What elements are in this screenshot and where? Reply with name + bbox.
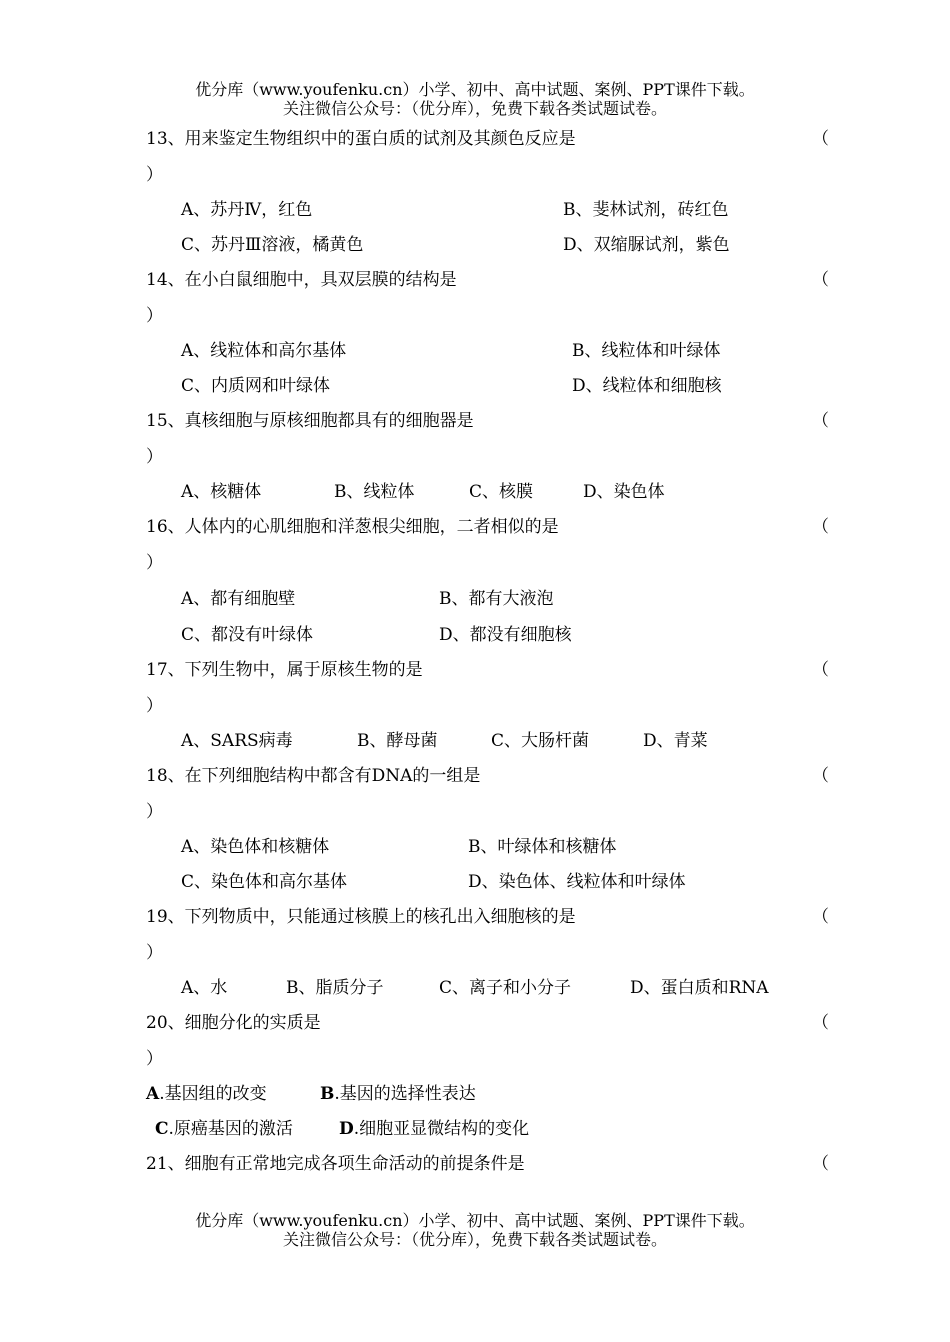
footer-line-1: 优分库（www.youfenku.cn）小学、初中、高中试题、案例、PPT课件下载。: [195, 1211, 755, 1230]
question-15-paren-close: ）: [146, 447, 163, 467]
question-16-option-a: A、都有细胞壁: [181, 589, 296, 609]
question-20-paren-open: （: [812, 1013, 829, 1033]
question-18-option-c: C、染色体和高尔基体: [181, 872, 348, 892]
header-line-2: 关注微信公众号：（优分库），免费下载各类试题试卷。: [282, 99, 667, 118]
question-20-option-a: [146, 1083, 267, 1105]
option-text: .细胞亚显微结构的变化: [353, 1119, 530, 1139]
question-16-option-d: D、都没有细胞核: [439, 625, 572, 645]
option-letter: A: [146, 1084, 160, 1104]
page-header: [0, 80, 950, 118]
question-16-paren-close: ）: [146, 553, 163, 573]
question-18-option-b: B、叶绿体和核糖体: [468, 837, 617, 857]
question-21-stem: 21、细胞有正常地完成各项生命活动的前提条件是: [146, 1154, 525, 1174]
question-14-paren-close: ）: [146, 306, 163, 326]
question-17-option-c: C、大肠杆菌: [491, 731, 590, 751]
question-15-stem: 15、真核细胞与原核细胞都具有的细胞器是: [146, 411, 474, 431]
question-13-option-c: C、苏丹Ⅲ溶液，橘黄色: [181, 235, 364, 255]
option-text: .基因组的改变: [159, 1084, 267, 1104]
question-16-option-b: B、都有大液泡: [439, 589, 554, 609]
option-letter: C: [155, 1119, 169, 1139]
question-17-option-b: B、酵母菌: [357, 731, 438, 751]
question-17-paren-open: （: [812, 660, 829, 680]
question-20-paren-close: ）: [146, 1049, 163, 1069]
question-20-option-d: [339, 1118, 529, 1140]
question-17-paren-close: ）: [146, 696, 163, 716]
footer-line-2: 关注微信公众号：（优分库），免费下载各类试题试卷。: [282, 1230, 667, 1249]
question-14-option-d: D、线粒体和细胞核: [572, 376, 722, 396]
question-18-paren-open: （: [812, 766, 829, 786]
question-13-option-b: B、斐林试剂，砖红色: [563, 200, 729, 220]
option-letter: B: [320, 1084, 335, 1104]
question-17-option-d: D、青菜: [643, 731, 708, 751]
question-14-option-b: B、线粒体和叶绿体: [572, 341, 721, 361]
question-15-option-d: D、染色体: [583, 482, 665, 502]
option-text: .原癌基因的激活: [168, 1119, 293, 1139]
question-13-option-a: A、苏丹Ⅳ，红色: [181, 200, 313, 220]
question-19-option-b: B、脂质分子: [286, 978, 384, 998]
question-17-option-a: A、SARS病毒: [181, 731, 293, 751]
question-20-option-b: [320, 1083, 476, 1105]
question-16-option-c: C、都没有叶绿体: [181, 625, 314, 645]
question-20-option-c: [155, 1118, 293, 1140]
question-17-stem: 17、下列生物中，属于原核生物的是: [146, 660, 423, 680]
question-15-option-c: C、核膜: [469, 482, 534, 502]
question-13-option-d: D、双缩脲试剂，紫色: [563, 235, 730, 255]
question-21-paren-open: （: [812, 1154, 829, 1174]
page-footer: [0, 1211, 950, 1249]
question-14-option-c: C、内质网和叶绿体: [181, 376, 331, 396]
question-14-stem: 14、在小白鼠细胞中，具双层膜的结构是: [146, 270, 457, 290]
option-text: .基因的选择性表达: [334, 1084, 476, 1104]
question-15-paren-open: （: [812, 411, 829, 431]
question-16-stem: 16、人体内的心肌细胞和洋葱根尖细胞，二者相似的是: [146, 517, 559, 537]
header-line-1: 优分库（www.youfenku.cn）小学、初中、高中试题、案例、PPT课件下载。: [195, 80, 755, 99]
question-19-option-d: D、蛋白质和RNA: [630, 978, 769, 998]
option-letter: D: [339, 1119, 354, 1139]
question-18-stem: 18、在下列细胞结构中都含有DNA的一组是: [146, 766, 481, 786]
question-19-option-a: A、水: [181, 978, 228, 998]
question-15-option-b: B、线粒体: [334, 482, 415, 502]
question-14-option-a: A、线粒体和高尔基体: [181, 341, 347, 361]
question-15-option-a: A、核糖体: [181, 482, 262, 502]
question-19-option-c: C、离子和小分子: [439, 978, 572, 998]
question-18-option-d: D、染色体、线粒体和叶绿体: [468, 872, 686, 892]
question-13-paren-open: （: [812, 129, 829, 149]
question-14-paren-open: （: [812, 270, 829, 290]
question-19-stem: 19、下列物质中，只能通过核膜上的核孔出入细胞核的是: [146, 907, 576, 927]
question-20-stem: 20、细胞分化的实质是: [146, 1013, 321, 1033]
question-13-paren-close: ）: [146, 165, 163, 185]
question-19-paren-close: ）: [146, 943, 163, 963]
question-16-paren-open: （: [812, 517, 829, 537]
question-18-paren-close: ）: [146, 802, 163, 822]
question-18-option-a: A、染色体和核糖体: [181, 837, 330, 857]
question-19-paren-open: （: [812, 907, 829, 927]
question-13-stem: 13、用来鉴定生物组织中的蛋白质的试剂及其颜色反应是: [146, 129, 576, 149]
